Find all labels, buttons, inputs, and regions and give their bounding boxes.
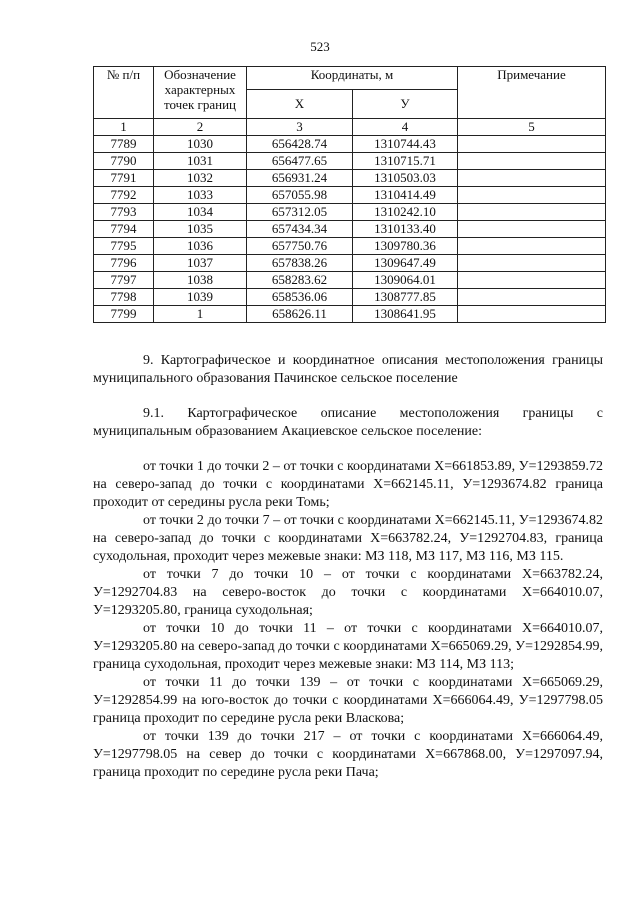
cell-note (458, 170, 606, 187)
cell-num: 7798 (94, 289, 154, 306)
cell-designation: 1038 (154, 272, 247, 289)
cell-num: 7799 (94, 306, 154, 323)
cell-y: 1308777.85 (353, 289, 458, 306)
col-number: 4 (353, 119, 458, 136)
cell-designation: 1037 (154, 255, 247, 272)
cell-designation: 1033 (154, 187, 247, 204)
cell-designation: 1030 (154, 136, 247, 153)
cell-x: 658626.11 (247, 306, 353, 323)
boundary-paragraph: от точки 2 до точки 7 – от точки с координатами X=662145.11, У=1293674.82 на северо-запад до точки с координатами X=663782.24, У=1292704.83, граница суходольная, проходит через межевые знаки: МЗ 118, МЗ 117, МЗ 116, МЗ 115. (93, 513, 603, 564)
header-note: Примечание (458, 67, 606, 119)
section-9-heading (93, 352, 603, 388)
cell-x: 657750.76 (247, 238, 353, 255)
table-row (94, 204, 606, 221)
cell-note (458, 289, 606, 306)
section-9-1-heading (93, 405, 603, 441)
cell-x: 656477.65 (247, 153, 353, 170)
boundary-paragraph: от точки 1 до точки 2 – от точки с координатами X=661853.89, У=1293859.72 на северо-запад до точки с координатами X=662145.11, У=1293674.82 граница проходит от середины русла реки Томь; (93, 459, 603, 510)
table-row (94, 153, 606, 170)
cell-designation: 1035 (154, 221, 247, 238)
col-number: 2 (154, 119, 247, 136)
cell-num: 7797 (94, 272, 154, 289)
cell-designation: 1031 (154, 153, 247, 170)
table-row (94, 272, 606, 289)
cell-num: 7790 (94, 153, 154, 170)
cell-y: 1309647.49 (353, 255, 458, 272)
boundary-paragraph: от точки 139 до точки 217 – от точки с координатами X=666064.49, У=1297798.05 на север до точки с координатами X=667868.00, У=1297097.94, граница проходит по середине русла реки Пача; (93, 729, 603, 780)
coordinates-table (93, 66, 606, 323)
section-9-1-text: 9.1. Картографическое описание местоположения границы с муниципальным образованием Акациевское сельское поселение: (93, 406, 603, 439)
cell-designation: 1 (154, 306, 247, 323)
header-num: № п/п (94, 67, 154, 119)
cell-note (458, 187, 606, 204)
cell-num: 7789 (94, 136, 154, 153)
cell-num: 7795 (94, 238, 154, 255)
cell-x: 656931.24 (247, 170, 353, 187)
header-x: X (247, 90, 353, 119)
cell-designation: 1036 (154, 238, 247, 255)
cell-note (458, 255, 606, 272)
table-row (94, 170, 606, 187)
header-y: У (353, 90, 458, 119)
cell-note (458, 238, 606, 255)
table-row (94, 221, 606, 238)
cell-num: 7792 (94, 187, 154, 204)
page-number: 523 (310, 39, 330, 54)
table-row (94, 255, 606, 272)
cell-note (458, 204, 606, 221)
table-row (94, 306, 606, 323)
cell-y: 1310503.03 (353, 170, 458, 187)
col-number: 3 (247, 119, 353, 136)
cell-x: 657434.34 (247, 221, 353, 238)
cell-y: 1310715.71 (353, 153, 458, 170)
cell-x: 658283.62 (247, 272, 353, 289)
boundary-paragraph: от точки 11 до точки 139 – от точки с координатами X=665069.29, У=1292854.99 на юго-восток до точки с координатами X=666064.49, У=1297798.05 граница проходит по середине русла реки Власкова; (93, 675, 603, 726)
cell-y: 1310744.43 (353, 136, 458, 153)
cell-x: 656428.74 (247, 136, 353, 153)
boundary-paragraph: от точки 10 до точки 11 – от точки с координатами X=664010.07, У=1293205.80 на северо-запад до точки с координатами X=665069.29, У=1292854.99, граница суходольная, проходит через межевые знаки: МЗ 114, МЗ 113; (93, 621, 603, 672)
cell-x: 657312.05 (247, 204, 353, 221)
header-designation: Обозначение характерных точек границ (154, 67, 247, 119)
cell-y: 1309064.01 (353, 272, 458, 289)
header-coords: Координаты, м (247, 67, 458, 90)
table-row (94, 289, 606, 306)
cell-note (458, 136, 606, 153)
cell-y: 1308641.95 (353, 306, 458, 323)
cell-num: 7793 (94, 204, 154, 221)
cell-x: 657055.98 (247, 187, 353, 204)
cell-note (458, 221, 606, 238)
cell-num: 7796 (94, 255, 154, 272)
cell-designation: 1039 (154, 289, 247, 306)
cell-num: 7791 (94, 170, 154, 187)
cell-y: 1309780.36 (353, 238, 458, 255)
table-row (94, 136, 606, 153)
cell-y: 1310133.40 (353, 221, 458, 238)
cell-x: 658536.06 (247, 289, 353, 306)
cell-num: 7794 (94, 221, 154, 238)
boundary-paragraph: от точки 7 до точки 10 – от точки с координатами X=663782.24, У=1292704.83 на северо-восток до точки с координатами X=664010.07, У=1293205.80, граница суходольная; (93, 567, 603, 618)
boundary-description (93, 458, 603, 782)
col-number: 1 (94, 119, 154, 136)
cell-x: 657838.26 (247, 255, 353, 272)
cell-y: 1310414.49 (353, 187, 458, 204)
cell-note (458, 272, 606, 289)
cell-designation: 1032 (154, 170, 247, 187)
table-row (94, 187, 606, 204)
cell-y: 1310242.10 (353, 204, 458, 221)
cell-note (458, 153, 606, 170)
table-row (94, 238, 606, 255)
cell-note (458, 306, 606, 323)
col-number: 5 (458, 119, 606, 136)
cell-designation: 1034 (154, 204, 247, 221)
section-9-text: 9. Картографическое и координатное описания местоположения границы муниципального образования Пачинское сельское поселение (93, 353, 603, 386)
